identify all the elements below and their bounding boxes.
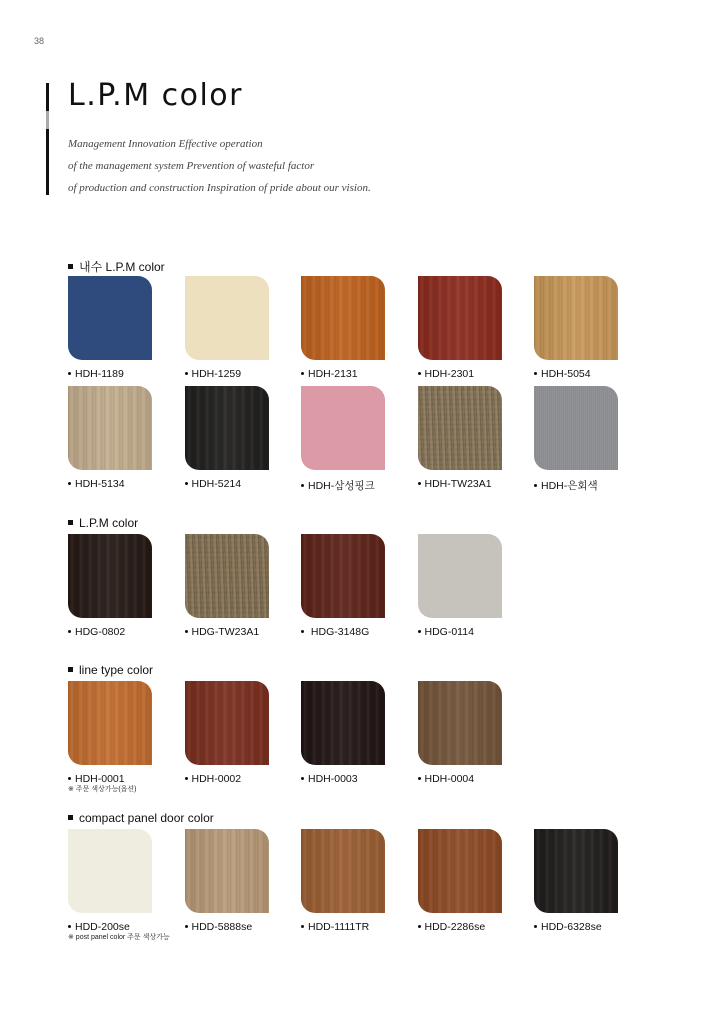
swatch-code: HDH-은회색 bbox=[541, 480, 598, 492]
color-swatch-item bbox=[301, 829, 411, 933]
section-title-line-type bbox=[68, 663, 153, 677]
page-number: 38 bbox=[34, 36, 45, 46]
order-color-note: ※ 주문 색상가능(옵션) bbox=[68, 786, 137, 793]
color-swatch bbox=[185, 681, 269, 765]
swatch-code: HDH-1189 bbox=[75, 368, 124, 380]
color-swatch bbox=[301, 681, 385, 765]
color-swatch-item bbox=[68, 386, 178, 490]
swatch-code: HDH-삼성핑크 bbox=[308, 480, 375, 492]
swatch-label bbox=[301, 478, 411, 493]
swatch-code: HDH-2301 bbox=[424, 368, 475, 380]
color-swatch-item bbox=[418, 534, 528, 638]
color-swatch bbox=[534, 276, 618, 360]
swatch-code: HDG-3148G bbox=[308, 626, 370, 638]
color-swatch-item bbox=[185, 276, 295, 380]
swatch-label bbox=[534, 921, 644, 933]
bullet-dot-icon bbox=[68, 925, 71, 928]
color-swatch-item bbox=[68, 681, 178, 785]
bullet-dot-icon bbox=[301, 630, 304, 633]
swatch-label bbox=[68, 626, 178, 638]
color-swatch-item bbox=[534, 829, 644, 933]
bullet-dot-icon bbox=[185, 372, 188, 375]
color-swatch-item bbox=[418, 681, 528, 785]
color-swatch bbox=[185, 276, 269, 360]
color-swatch-item bbox=[301, 534, 411, 638]
swatch-code: HDH-0001 bbox=[75, 773, 125, 785]
title-accent-bar-gray bbox=[46, 111, 49, 129]
color-swatch bbox=[418, 386, 502, 470]
bullet-square-icon bbox=[68, 815, 73, 820]
swatch-code: HDG-0114 bbox=[424, 626, 474, 638]
bullet-dot-icon bbox=[534, 372, 537, 375]
swatch-label bbox=[418, 478, 528, 490]
color-swatch-item bbox=[418, 276, 528, 380]
color-swatch bbox=[68, 276, 152, 360]
post-panel-note: ※ post panel color 주문 색상가능 bbox=[68, 934, 170, 941]
intro-line: of production and construction Inspiration of pride about our vision. bbox=[68, 182, 371, 194]
swatch-label bbox=[534, 478, 644, 493]
color-swatch bbox=[418, 681, 502, 765]
color-swatch bbox=[68, 534, 152, 618]
bullet-dot-icon bbox=[301, 372, 304, 375]
swatch-code: HDH-1259 bbox=[191, 368, 242, 380]
color-swatch bbox=[301, 534, 385, 618]
bullet-dot-icon bbox=[301, 925, 304, 928]
color-swatch-item bbox=[534, 276, 644, 380]
swatch-code: HDH-0002 bbox=[191, 773, 242, 785]
section-title-text: line type color bbox=[79, 663, 154, 677]
color-swatch bbox=[301, 829, 385, 913]
color-swatch-item bbox=[418, 386, 528, 490]
color-swatch-item bbox=[68, 276, 178, 380]
bullet-dot-icon bbox=[68, 372, 71, 375]
color-swatch bbox=[534, 386, 618, 470]
color-swatch bbox=[301, 386, 385, 470]
bullet-dot-icon bbox=[68, 777, 71, 780]
swatch-label bbox=[534, 368, 644, 380]
color-swatch-item bbox=[68, 534, 178, 638]
bullet-dot-icon bbox=[301, 484, 304, 487]
section-title-compact-panel bbox=[68, 811, 214, 825]
swatch-label bbox=[418, 921, 528, 933]
bullet-dot-icon bbox=[301, 777, 304, 780]
bullet-dot-icon bbox=[418, 630, 421, 633]
swatch-label bbox=[185, 773, 295, 785]
color-swatch bbox=[418, 276, 502, 360]
title-accent-bar bbox=[46, 83, 49, 111]
swatch-code: HDH-0003 bbox=[308, 773, 358, 785]
section-title-text: L.P.M color bbox=[79, 516, 139, 530]
color-swatch bbox=[301, 276, 385, 360]
color-swatch bbox=[68, 829, 152, 913]
color-swatch bbox=[68, 681, 152, 765]
bullet-dot-icon bbox=[418, 482, 421, 485]
swatch-label bbox=[418, 368, 528, 380]
swatch-code: HDD-200se bbox=[75, 921, 130, 933]
intro-text bbox=[68, 133, 488, 199]
bullet-dot-icon bbox=[418, 925, 421, 928]
swatch-label bbox=[185, 368, 295, 380]
intro-line: of the management system Prevention of wasteful factor bbox=[68, 160, 315, 172]
swatch-code: HDD-5888se bbox=[191, 921, 253, 933]
swatch-code: HDD-2286se bbox=[424, 921, 486, 933]
color-swatch bbox=[185, 386, 269, 470]
bullet-dot-icon bbox=[418, 372, 421, 375]
swatch-code: HDD-1111TR bbox=[308, 921, 370, 933]
swatch-code: HDH-2131 bbox=[308, 368, 358, 380]
color-swatch-item bbox=[68, 829, 178, 933]
swatch-label bbox=[301, 921, 411, 933]
swatch-code: HDH-0004 bbox=[424, 773, 475, 785]
bullet-dot-icon bbox=[534, 484, 537, 487]
bullet-dot-icon bbox=[68, 482, 71, 485]
color-swatch bbox=[534, 829, 618, 913]
swatch-code: HDD-6328se bbox=[541, 921, 602, 933]
section-title-text: 내수 L.P.M color bbox=[79, 260, 165, 274]
bullet-dot-icon bbox=[185, 482, 188, 485]
intro-line: Management Innovation Effective operation bbox=[68, 138, 263, 150]
color-swatch-item bbox=[185, 681, 295, 785]
section-title-lpm bbox=[68, 516, 138, 530]
intro-accent-bar bbox=[46, 129, 49, 195]
bullet-dot-icon bbox=[185, 630, 188, 633]
bullet-dot-icon bbox=[418, 777, 421, 780]
section-title-domestic-lpm bbox=[68, 258, 165, 275]
bullet-dot-icon bbox=[68, 630, 71, 633]
swatch-label bbox=[301, 773, 411, 785]
swatch-label bbox=[301, 368, 411, 380]
swatch-label bbox=[185, 626, 295, 638]
color-swatch-item bbox=[185, 829, 295, 933]
bullet-square-icon bbox=[68, 264, 73, 269]
color-swatch-item bbox=[534, 386, 644, 493]
color-swatch-item bbox=[418, 829, 528, 933]
color-swatch bbox=[68, 386, 152, 470]
color-swatch bbox=[418, 829, 502, 913]
swatch-code: HDG-TW23A1 bbox=[191, 626, 260, 638]
color-swatch bbox=[418, 534, 502, 618]
color-swatch-item bbox=[185, 386, 295, 490]
swatch-label bbox=[68, 478, 178, 490]
color-swatch bbox=[185, 829, 269, 913]
bullet-square-icon bbox=[68, 667, 73, 672]
bullet-dot-icon bbox=[534, 925, 537, 928]
swatch-code: HDH-5214 bbox=[191, 478, 242, 490]
swatch-label bbox=[185, 921, 295, 933]
swatch-code: HDH-5054 bbox=[541, 368, 591, 380]
swatch-label bbox=[68, 368, 178, 380]
bullet-square-icon bbox=[68, 520, 73, 525]
page-title: L.P.M color bbox=[68, 78, 243, 113]
bullet-dot-icon bbox=[185, 925, 188, 928]
color-swatch-item bbox=[301, 681, 411, 785]
color-swatch-item bbox=[185, 534, 295, 638]
swatch-label bbox=[418, 626, 528, 638]
swatch-label bbox=[418, 773, 528, 785]
bullet-dot-icon bbox=[185, 777, 188, 780]
swatch-code: HDG-0802 bbox=[75, 626, 126, 638]
swatch-code: HDH-TW23A1 bbox=[424, 478, 492, 490]
swatch-code: HDH-5134 bbox=[75, 478, 125, 490]
color-swatch-item bbox=[301, 386, 411, 493]
color-swatch bbox=[185, 534, 269, 618]
color-swatch-item bbox=[301, 276, 411, 380]
swatch-label bbox=[301, 626, 411, 638]
section-title-text: compact panel door color bbox=[79, 811, 214, 825]
swatch-label bbox=[185, 478, 295, 490]
